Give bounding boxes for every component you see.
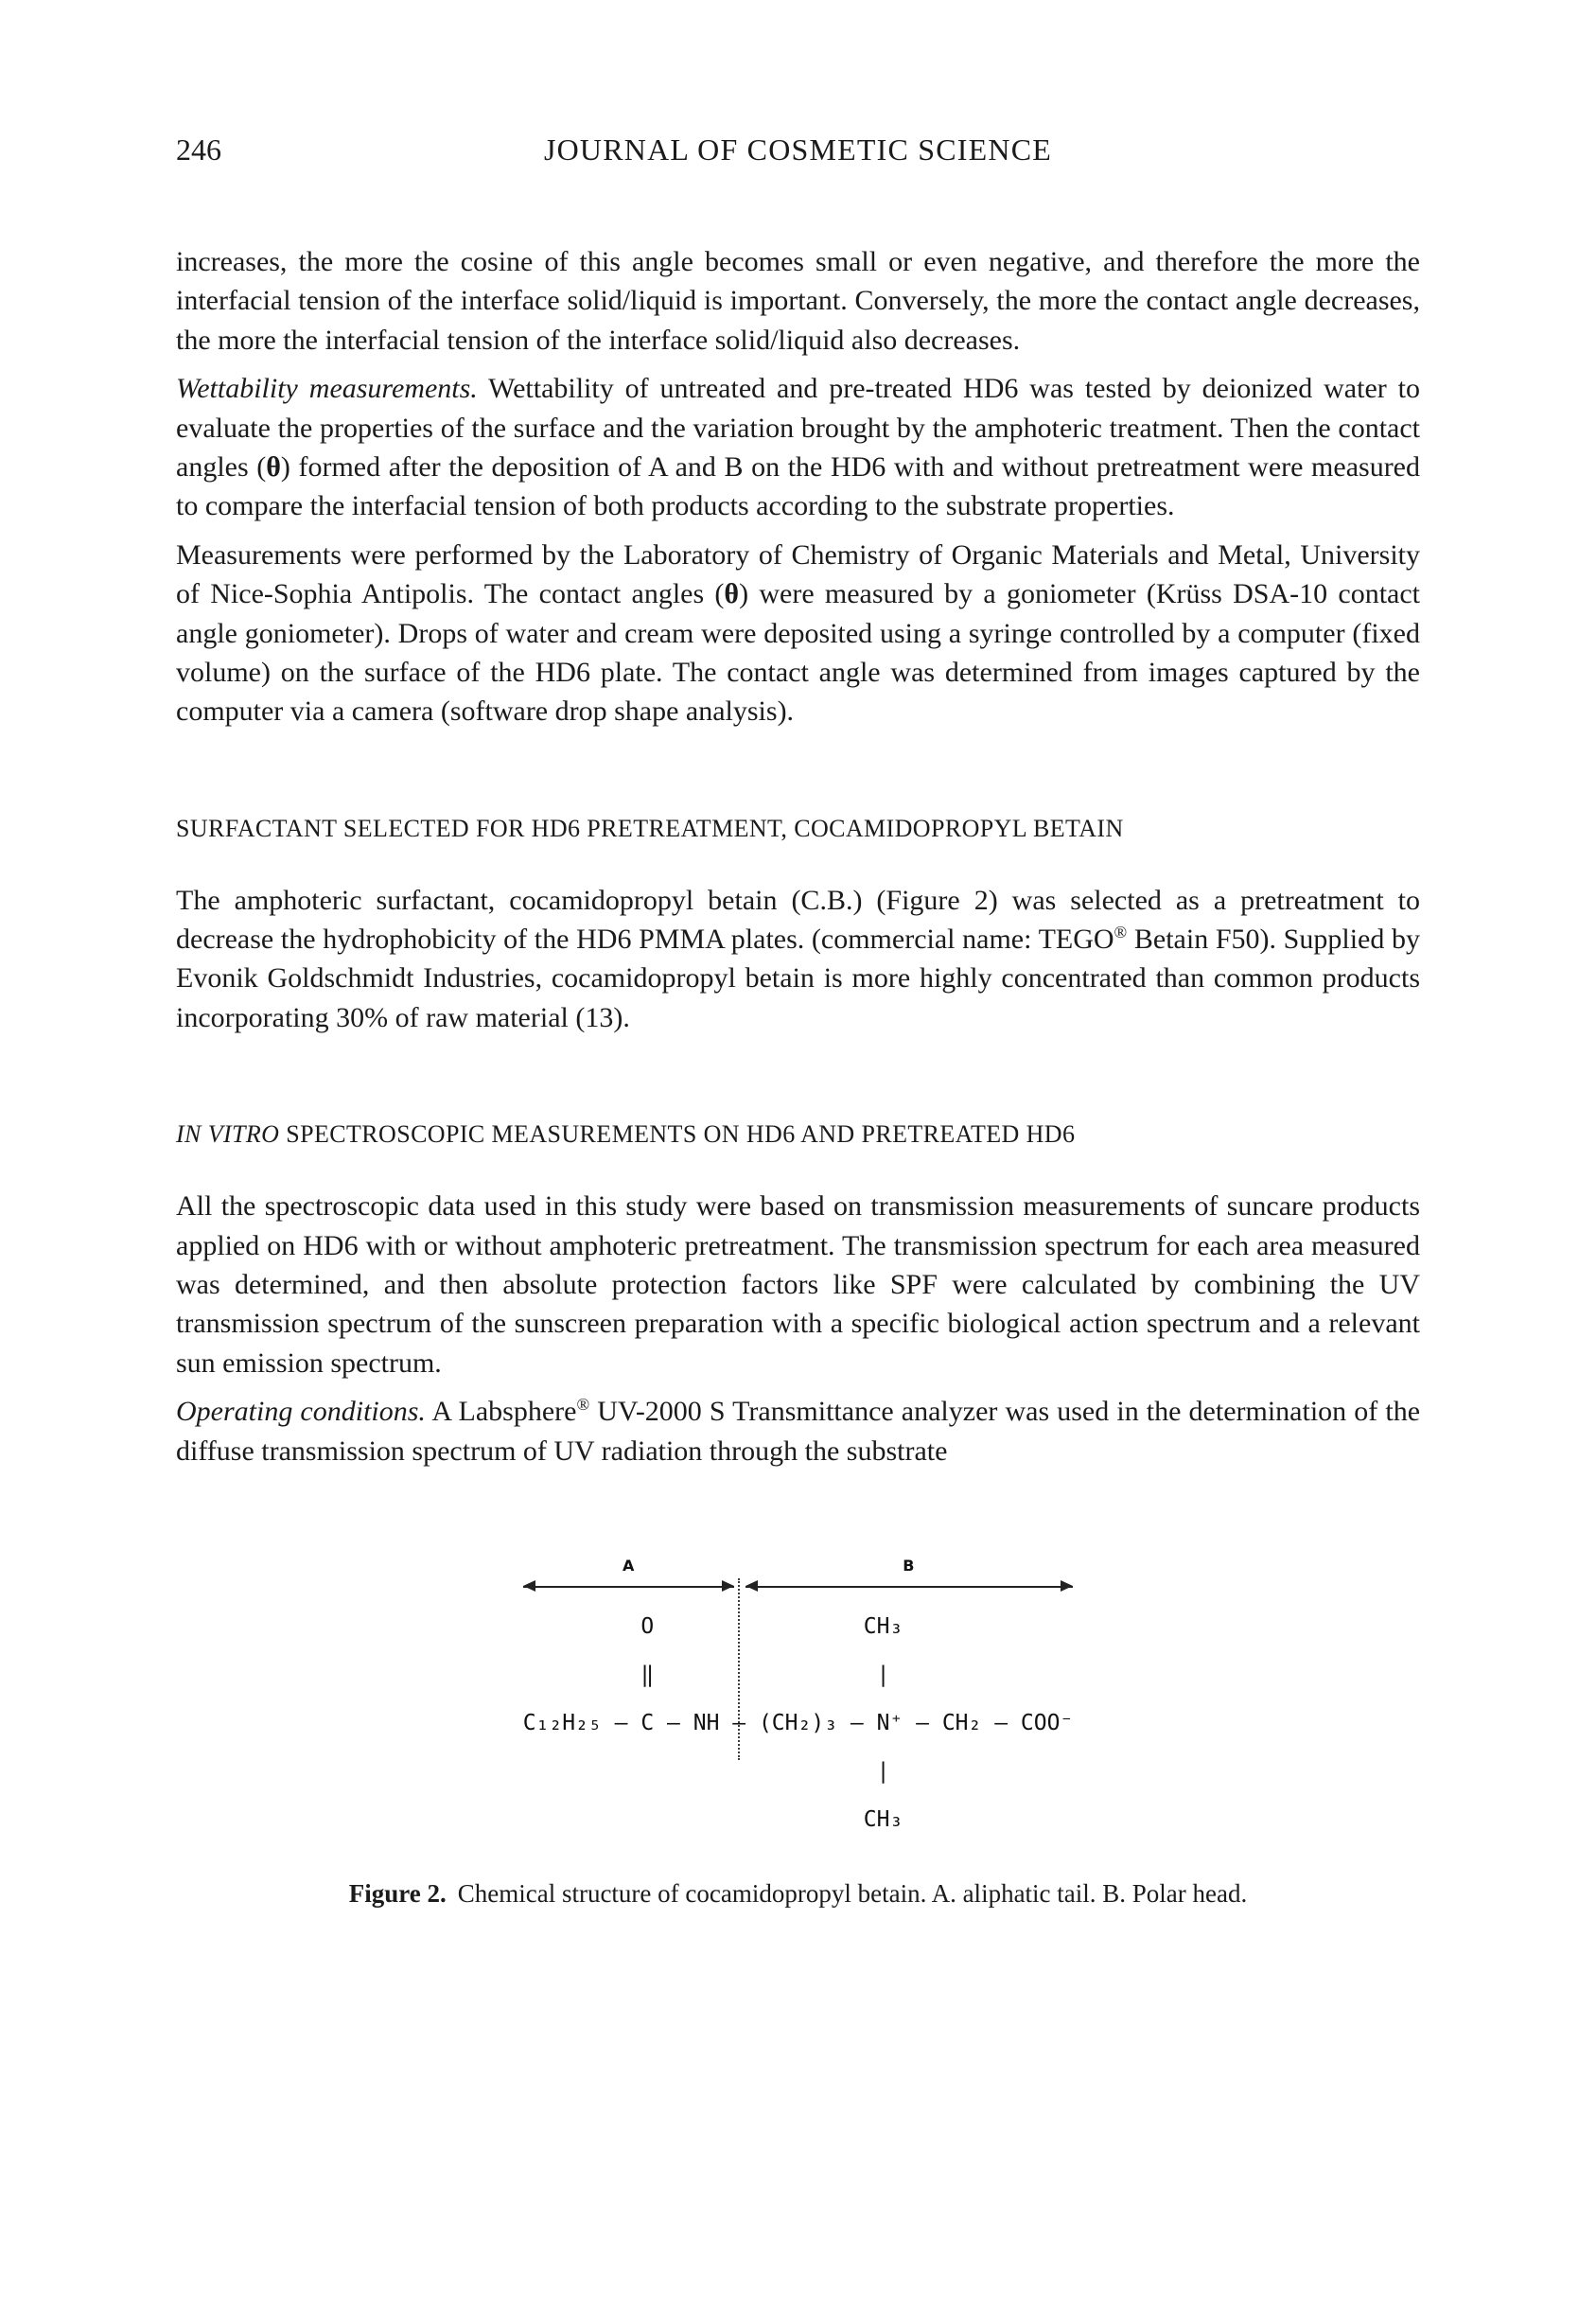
section-heading-in-vitro xyxy=(176,1120,1420,1149)
page-header xyxy=(176,132,1420,174)
paragraph-text: A Labsphere xyxy=(425,1396,577,1428)
paragraph-text: The amphoteric surfactant, cocamidopropyl betain (C.B.) (Figure 2) was selected as a pretreatment to decrease the hydrophobicity of the HD6 PMMA plates. (commercial name: TEGO xyxy=(176,884,1420,956)
figure-2 xyxy=(176,1552,1420,1909)
paragraph-text: Wettability of untreated and pre-treated HD6 was tested by deionized water to evaluate the properties of the surface and the variation brought by the amphoteric treatment. Then the contact angles ( xyxy=(176,373,1421,483)
run-in-heading-wettability: Wettability measurements. xyxy=(176,373,478,405)
chemical-formula: C₁₂H₂₅ – C – NH – (CH₂)₃ – N⁺ – CH₂ – COO⁻ xyxy=(522,1710,1074,1735)
paragraph-surfactant xyxy=(176,881,1420,1038)
methyl-group-top: CH₃ xyxy=(863,1613,903,1639)
in-vitro-italic: IN VITRO xyxy=(176,1120,280,1149)
paragraph-text: ) were measured by a goniometer (Krüss DSA-10 contact angle goniometer). Drops of water and cream were deposited using a syringe controlled by a computer (fixed volume) on the surface of the HD6 plate. The contact angle was determined from images captured by the computer via a camera (software drop shape analysis). xyxy=(176,578,1420,728)
paragraph-contact-angle: increases, the more the cosine of this angle becomes small or even negative, and therefore the more the interfacial tension of the interface solid/liquid is important. Conversely, the more the contact angle decreases, the more the interfacial tension of the interface solid/liquid also decreases. xyxy=(176,246,1420,356)
paragraph-goniometer xyxy=(176,536,1420,731)
region-b-position xyxy=(903,1552,914,1576)
methyl-group-bottom: CH₃ xyxy=(863,1806,903,1832)
figure-caption xyxy=(176,1879,1420,1909)
aliphatic-tail-label: A xyxy=(622,1556,635,1575)
aliphatic-tail-arrow xyxy=(523,1586,734,1588)
page-number: 246 xyxy=(176,132,221,167)
single-bond-bottom: | xyxy=(876,1758,890,1784)
theta-symbol: θ xyxy=(266,450,281,483)
journal-title: JOURNAL OF COSMETIC SCIENCE xyxy=(543,132,1053,167)
polar-head-label: B xyxy=(903,1556,915,1575)
paragraph-wettability-measurements xyxy=(176,369,1420,526)
section-heading-text: SPECTROSCOPIC MEASUREMENTS ON HD6 AND PRETREATED HD6 xyxy=(279,1120,1076,1149)
chemical-structure-diagram xyxy=(523,1552,1074,1847)
paragraph-text: UV-2000 S Transmittance analyzer was used in the determination of the diffuse transmission spectrum of UV radiation through the substrate xyxy=(176,1396,1421,1467)
paragraph-text: ) formed after the deposition of A and B on the HD6 with and without pretreatment were measured to compare the interfacial tension of both products according to the substrate properties. xyxy=(176,450,1420,522)
registered-trademark-symbol: ® xyxy=(1114,923,1128,942)
carbonyl-oxygen: O xyxy=(640,1613,655,1639)
region-a-position xyxy=(623,1552,634,1576)
polar-head-arrow xyxy=(745,1586,1073,1588)
theta-symbol: θ xyxy=(724,578,740,610)
paragraph-operating-conditions xyxy=(176,1392,1420,1470)
paragraph-spectroscopic-data: All the spectroscopic data used in this study were based on transmission measurements of suncare products applied on HD6 with or without amphoteric pretreatment. The transmission spectrum for each area measured was determined, and then absolute protection factors like SPF were calculated by combining the UV transmission spectrum of the sunscreen preparation with a specific biological action spectrum and a relevant sun emission spectrum. xyxy=(176,1190,1420,1379)
run-in-heading-operating-conditions: Operating conditions. xyxy=(176,1396,426,1428)
section-heading-surfactant: SURFACTANT SELECTED FOR HD6 PRETREATMENT, COCAMIDOPROPYL BETAIN xyxy=(176,814,1124,842)
figure-caption-text: Chemical structure of cocamidopropyl betain. A. aliphatic tail. B. Polar head. xyxy=(457,1878,1248,1908)
paragraph-text: Betain F50). Supplied by Evonik Goldschmidt Industries, cocamidopropyl betain is more highly concentrated than common products incorporating 30% of raw material (13). xyxy=(176,924,1421,1033)
paragraph-text: Measurements were performed by the Laboratory of Chemistry of Organic Materials and Metal, University of Nice-Sophia Antipolis. The contact angles ( xyxy=(176,538,1420,610)
double-bond: ‖ xyxy=(640,1662,655,1687)
single-bond-top: | xyxy=(876,1662,890,1687)
figure-caption-label: Figure 2. xyxy=(348,1878,447,1908)
registered-trademark-symbol: ® xyxy=(576,1395,590,1415)
